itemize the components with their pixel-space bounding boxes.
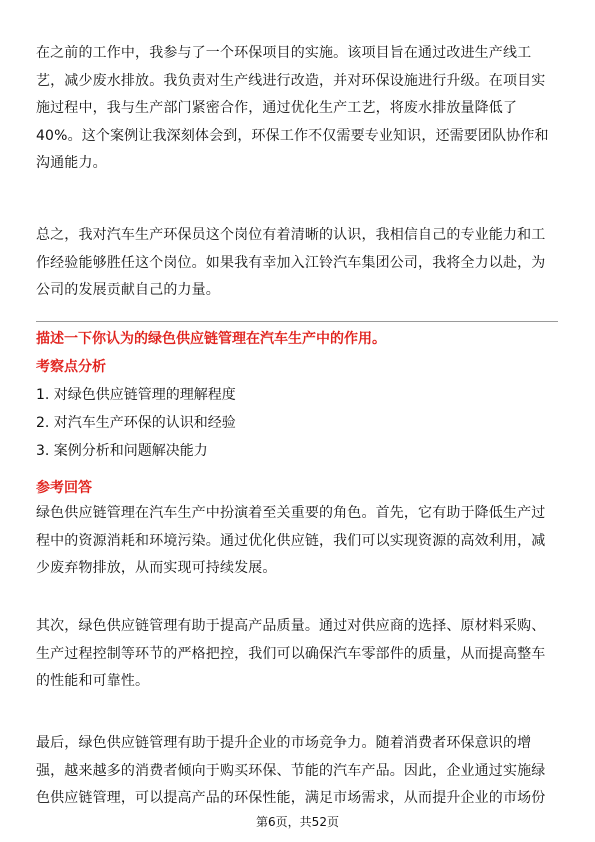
text-line: 作经验能够胜任这个岗位。如果我有幸加入江铃汽车集团公司，我将全力以赴，为: [36, 254, 546, 271]
text-line: 最后，绿色供应链管理有助于提升企业的市场竞争力。随着消费者环保意识的增: [36, 735, 532, 751]
intro-paragraph-2: [36, 222, 558, 305]
text-line: 施过程中，我与生产部门紧密合作，通过优化生产工艺，将废水排放量降低了: [36, 100, 518, 116]
analysis-item: 3. 案例分析和问题解决能力: [36, 443, 208, 459]
text-line: 生产过程控制等环节的严格把控，我们可以确保汽车零部件的质量，从而提高整车: [36, 645, 546, 662]
text-line: 色供应链管理，可以提高产品的环保性能，满足市场需求，从而提升企业的市场份: [36, 790, 546, 806]
text-line: 沟通能力。: [36, 155, 107, 171]
text-line: 公司的发展贡献自己的力量。: [36, 282, 220, 298]
question-title: 描述一下你认为的绿色供应链管理在汽车生产中的作用。: [36, 331, 386, 347]
text-line: 的性能和可靠性。: [36, 673, 150, 689]
text-line: 程中的资源消耗和环境污染。通过优化供应链，我们可以实现资源的高效利用，减: [36, 532, 546, 549]
text-line: 少废弃物排放，从而实现可持续发展。: [36, 560, 277, 576]
answer-paragraph-3: [36, 730, 558, 813]
analysis-item: 1. 对绿色供应链管理的理解程度: [36, 387, 236, 403]
answer-heading: 参考回答: [36, 480, 92, 496]
analysis-heading: 考察点分析: [36, 359, 106, 375]
text-line: 强，越来越多的消费者倾向于购买环保、节能的汽车产品。因此，企业通过实施绿: [36, 762, 546, 779]
answer-paragraph-1: [36, 500, 558, 583]
section-divider: [36, 321, 558, 322]
intro-paragraph-1: [36, 40, 558, 178]
text-line: 艺，减少废水排放。我负责对生产线进行改造，并对环保设施进行升级。在项目实: [36, 72, 546, 89]
answer-paragraph-2: [36, 613, 558, 696]
text-line: 绿色供应链管理在汽车生产中扮演着至关重要的角色。首先，它有助于降低生产过: [36, 505, 546, 521]
analysis-item: 2. 对汽车生产环保的认识和经验: [36, 415, 236, 431]
text-line: 在之前的工作中，我参与了一个环保项目的实施。该项目旨在通过改进生产线工: [36, 45, 532, 61]
text-line: 其次，绿色供应链管理有助于提高产品质量。通过对供应商的选择、原材料采购、: [36, 618, 546, 634]
text-line: 40%。这个案例让我深刻体会到，环保工作不仅需要专业知识，还需要团队协作和: [36, 127, 549, 144]
page-number: 第6页，共52页: [256, 815, 339, 829]
text-line: 总之，我对汽车生产环保员这个岗位有着清晰的认识，我相信自己的专业能力和工: [36, 227, 546, 243]
